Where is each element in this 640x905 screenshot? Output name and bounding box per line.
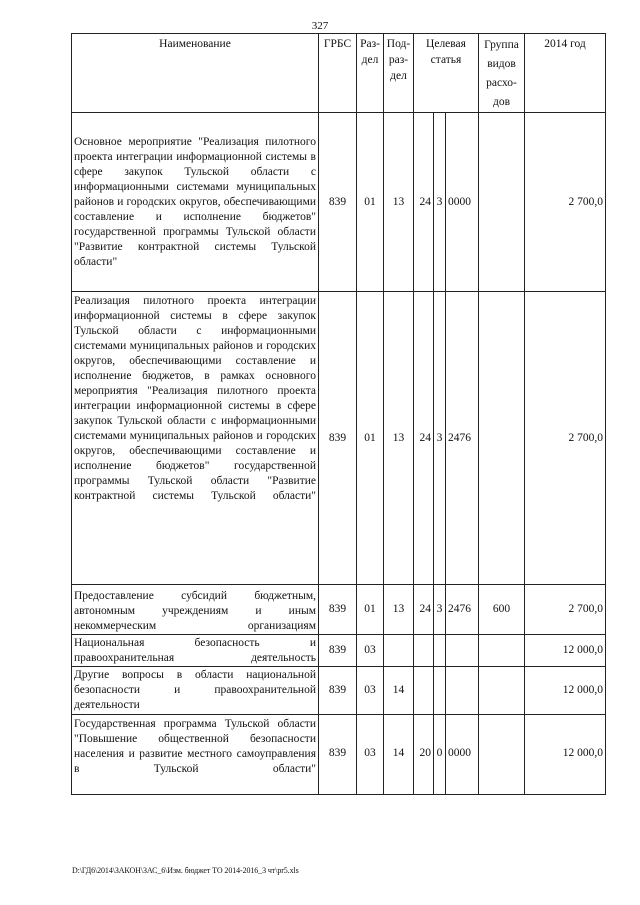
- header-vid: Группа видов расхо- дов: [479, 34, 525, 113]
- row-grbs: 839: [319, 715, 357, 795]
- row-vid: [479, 635, 525, 667]
- row-podrazdel: 14: [384, 715, 414, 795]
- row-razdel: 03: [357, 715, 384, 795]
- row-amount: 12 000,0: [525, 715, 606, 795]
- row-grbs: 839: [319, 635, 357, 667]
- row-target-code: [446, 635, 479, 667]
- row-podrazdel: 14: [384, 667, 414, 715]
- header-podrazdel: Под- раз- дел: [384, 34, 414, 113]
- table-row: [72, 635, 606, 667]
- table-row: [72, 292, 606, 585]
- row-name: Государственная программа Тульской области "Повышение общественной безопасности населения и развитие местного самоуправления в Тульской области": [72, 715, 319, 795]
- row-target-sub: 3: [434, 292, 446, 585]
- row-target-code: 2476: [446, 292, 479, 585]
- row-name: Другие вопросы в области национальной безопасности и правоохранительной деятельности: [72, 667, 319, 715]
- row-name: Основное мероприятие "Реализация пилотного проекта интеграции информационной системы в сфере закупок Тульской области с информационными системами муниципальных районов и городских округов, обеспечивающими составление и исполнение бюджетов" государственной программы Тульской области "Развитие контрактной системы Тульской области": [72, 113, 319, 292]
- row-grbs: 839: [319, 292, 357, 585]
- row-amount: 2 700,0: [525, 113, 606, 292]
- row-podrazdel: 13: [384, 113, 414, 292]
- row-grbs: 839: [319, 113, 357, 292]
- row-razdel: 03: [357, 635, 384, 667]
- row-target-sub: 0: [434, 715, 446, 795]
- header-razdel: Раз- дел: [357, 34, 384, 113]
- row-target-sub: [434, 635, 446, 667]
- table-row: [72, 667, 606, 715]
- row-grbs: 839: [319, 667, 357, 715]
- row-podrazdel: 13: [384, 585, 414, 635]
- header-grbs: ГРБС: [319, 34, 357, 113]
- row-podrazdel: [384, 635, 414, 667]
- header-row: [72, 34, 606, 113]
- table-row: [72, 715, 606, 795]
- row-razdel: 01: [357, 585, 384, 635]
- row-target-code: [446, 667, 479, 715]
- row-name: Предоставление субсидий бюджетным, автономным учреждениям и иным некоммерческим организациям: [72, 585, 319, 635]
- row-target-program: 24: [414, 585, 434, 635]
- header-name: Наименование: [72, 34, 319, 113]
- row-vid: [479, 715, 525, 795]
- row-razdel: 01: [357, 292, 384, 585]
- header-target: Целевая статья: [414, 34, 479, 113]
- row-target-code: 0000: [446, 113, 479, 292]
- row-target-code: 2476: [446, 585, 479, 635]
- row-vid: 600: [479, 585, 525, 635]
- table-row: [72, 585, 606, 635]
- file-path-footer: D:\ГД6\2014\ЗАКОН\ЗАС_6\Изм. бюджет ТО 2014-2016_3 чт\pr5.xls: [72, 866, 299, 875]
- row-razdel: 01: [357, 113, 384, 292]
- row-name: Реализация пилотного проекта интеграции информационной системы в сфере закупок Тульской области с информационными системами муниципальных районов и городских округов, обеспечивающими составление и исполнение бюджетов, в рамках основного мероприятия "Реализация пилотного проекта интеграции информационной системы в сфере закупок Тульской области с информационными системами муниципальных районов и городских округов, обеспечивающими составление и исполнение бюджетов" государственной программы Тульской области "Развитие контрактной системы Тульской области": [72, 292, 319, 585]
- row-target-sub: 3: [434, 113, 446, 292]
- row-target-code: 0000: [446, 715, 479, 795]
- row-vid: [479, 113, 525, 292]
- row-target-program: [414, 667, 434, 715]
- row-grbs: 839: [319, 585, 357, 635]
- row-target-sub: 3: [434, 585, 446, 635]
- row-vid: [479, 292, 525, 585]
- row-amount: 2 700,0: [525, 292, 606, 585]
- row-amount: 2 700,0: [525, 585, 606, 635]
- page-number: 327: [311, 20, 329, 32]
- row-podrazdel: 13: [384, 292, 414, 585]
- row-target-program: [414, 635, 434, 667]
- row-target-program: 20: [414, 715, 434, 795]
- row-vid: [479, 667, 525, 715]
- table-row: [72, 113, 606, 292]
- row-amount: 12 000,0: [525, 667, 606, 715]
- row-target-program: 24: [414, 113, 434, 292]
- row-target-sub: [434, 667, 446, 715]
- row-amount: 12 000,0: [525, 635, 606, 667]
- budget-table: [71, 33, 606, 795]
- header-year: 2014 год: [525, 34, 606, 113]
- row-razdel: 03: [357, 667, 384, 715]
- row-target-program: 24: [414, 292, 434, 585]
- row-name: Национальная безопасность и правоохранительная деятельность: [72, 635, 319, 667]
